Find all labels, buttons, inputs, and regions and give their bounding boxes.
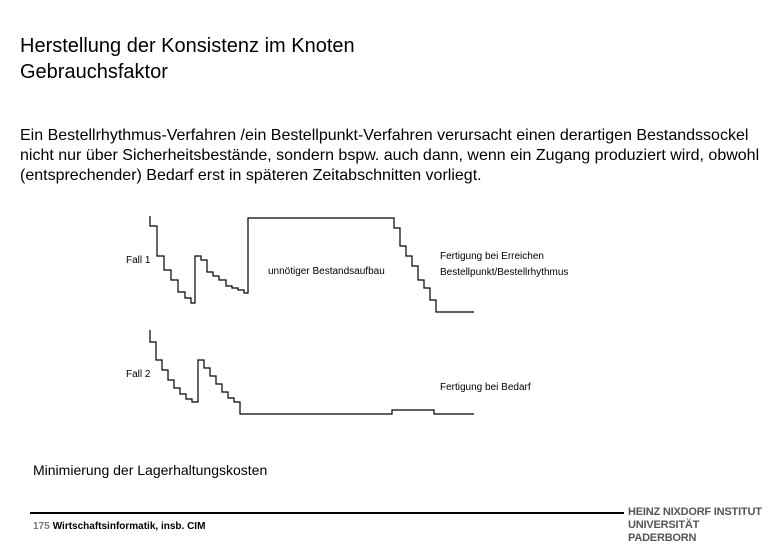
fall1-note-line1: Fertigung bei Erreichen: [440, 251, 544, 262]
footer-divider: [30, 512, 624, 514]
inventory-diagram: [118, 208, 598, 428]
course-name: Wirtschaftsinformatik, insb. CIM: [52, 521, 206, 532]
page-number: 175: [33, 521, 50, 532]
logo-line1: HEINZ NIXDORF INSTITUT: [628, 506, 762, 518]
fall1-note-line2: Bestellpunkt/Bestellrhythmus: [440, 267, 569, 278]
footer: [33, 521, 205, 533]
fall2-stock-path: [150, 330, 474, 414]
figure-caption: Minimierung der Lagerhaltungskosten: [33, 462, 268, 478]
slide-title-line2: Gebrauchsfaktor: [20, 61, 168, 83]
body-paragraph: Ein Bestellrhythmus-Verfahren /ein Bestellpunkt-Verfahren verursacht einen derartigen Bestandssockel nicht nur über Sicherheitsbestände, sondern bspw. auch dann, wenn ein Zugang produziert wird, obwohl (entsprechender) Bedarf erst in späteren Zeitabschnitten vorliegt.: [20, 127, 760, 184]
institute-logo: [628, 506, 768, 545]
fall1-annotation: unnötiger Bestandsaufbau: [268, 266, 385, 277]
slide-title-line1: Herstellung der Konsistenz im Knoten: [20, 35, 355, 57]
fall1-stock-path: [150, 216, 474, 312]
inventory-figure: [118, 208, 598, 428]
logo-line2: UNIVERSITÄT PADERBORN: [628, 519, 700, 544]
fall2-label: Fall 2: [126, 369, 151, 380]
fall1-label: Fall 1: [126, 255, 151, 266]
slide-title: [20, 33, 760, 85]
fall2-note: Fertigung bei Bedarf: [440, 382, 531, 393]
